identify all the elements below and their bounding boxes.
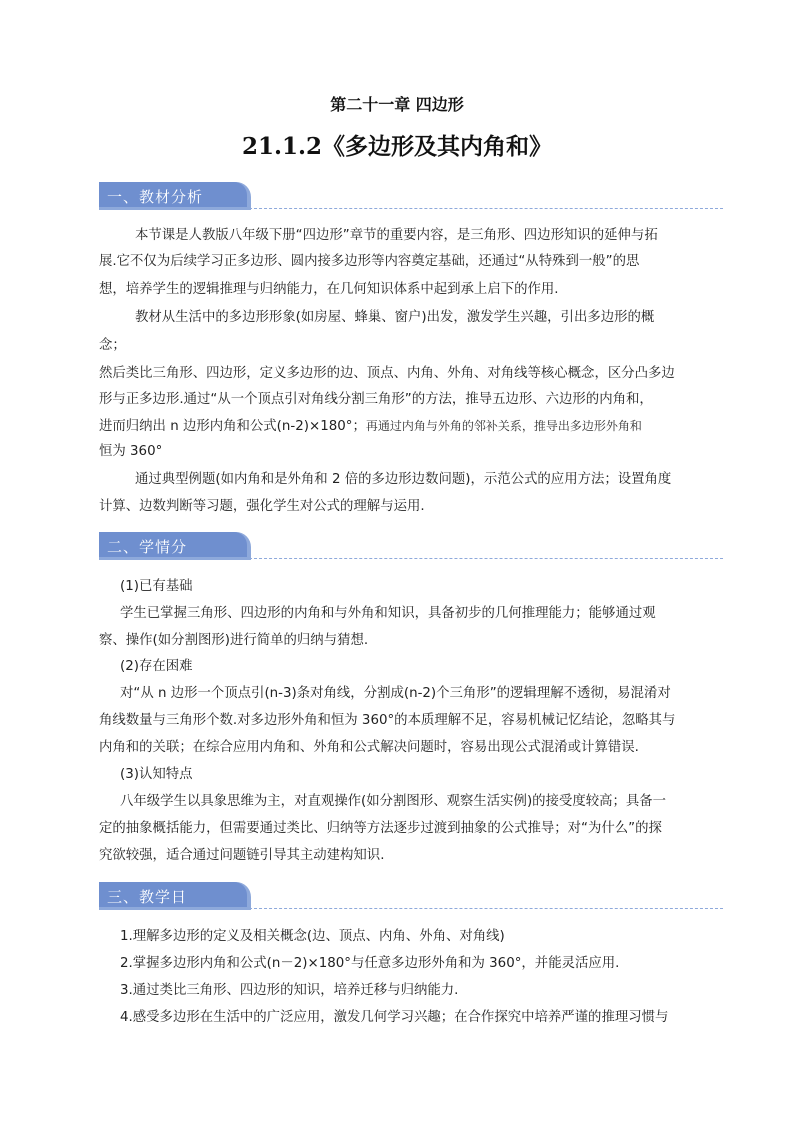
paragraph-line: 八年级学生以具象思维为主，对直观操作(如分割图形、观察生活实例)的接受度较高；具备一 xyxy=(120,794,667,809)
paragraph-line: 教材从生活中的多边形形象(如房屋、蜂巢、窗户)出发，激发学生兴趣，引出多边形的概 xyxy=(135,310,655,325)
paragraph-line: 想，培养学生的逻辑推理与归纳能力，在几何知识体系中起到承上启下的作用. xyxy=(99,282,559,297)
paragraph-line: 然后类比三角形、四边形，定义多边形的边、顶点、内角、外角、对角线等核心概念，区分凸多边 xyxy=(99,366,675,381)
chapter-heading: 第二十一章 四边形 xyxy=(330,95,464,114)
objective-item: 3.通过类比三角形、四边形的知识，培养迁移与归纳能力. xyxy=(120,983,459,998)
paragraph-line: 恒为 360° xyxy=(99,444,163,459)
lesson-title: 21.1.2《多边形及其内角和》 xyxy=(241,133,553,160)
section-divider xyxy=(249,208,723,209)
paragraph-line: 通过典型例题(如内角和是外角和 2 倍的多边形边数问题)，示范公式的应用方法；设置角度 xyxy=(135,472,672,487)
paragraph-line: 对“从 n 边形一个顶点引(n-3)条对角线，分割成(n-2)个三角形”的逻辑理解不透彻，易混淆对 xyxy=(120,686,671,701)
subheading: (3)认知特点 xyxy=(120,767,193,782)
section-header-textbook-analysis xyxy=(99,182,723,212)
paragraph-line: 角线数量与三角形个数.对多边形外角和恒为 360°的本质理解不足，容易机械记忆结论，忽略其与 xyxy=(99,713,676,728)
section-header-teaching-objectives xyxy=(99,882,723,912)
paragraph-line xyxy=(99,416,699,437)
paragraph-line: 计算、边数判断等习题，强化学生对公式的理解与运用. xyxy=(99,499,425,514)
paragraph-line: 展.它不仅为后续学习正多边形、圆内接多边形等内容奠定基础，还通过“从特殊到一般”的思 xyxy=(99,254,640,269)
formula-text: 进而归纳出 n 边形内角和公式(n-2)×180°； xyxy=(99,419,366,434)
section-divider xyxy=(249,908,723,909)
paragraph-line: 察、操作(如分割图形)进行简单的归纳与猜想. xyxy=(99,633,369,648)
paragraph-line: 形与正多边形.通过“从一个顶点引对角线分割三角形”的方法，推导五边形、六边形的内角和， xyxy=(99,392,653,407)
section-label: 一、教材分析 xyxy=(107,188,204,206)
paragraph-line: 究欲较强，适合通过问题链引导其主动建构知识. xyxy=(99,848,385,863)
section-label: 三、教学日 xyxy=(107,888,188,906)
section-header-student-analysis xyxy=(99,532,723,562)
paragraph-line: 念； xyxy=(99,338,126,353)
paragraph-line: 本节课是人教版八年级下册“四边形”章节的重要内容，是三角形、四边形知识的延伸与拓 xyxy=(135,228,658,243)
objective-item: 1.理解多边形的定义及相关概念(边、顶点、内角、外角、对角线) xyxy=(120,929,505,944)
formula-continuation: 再通过内角与外角的邻补关系，推导出多边形外角和 xyxy=(365,419,642,433)
paragraph-line: 定的抽象概括能力，但需要通过类比、归纳等方法逐步过渡到抽象的公式推导；对“为什么”的探 xyxy=(99,821,662,836)
section-divider xyxy=(249,558,723,559)
subheading: (2)存在困难 xyxy=(120,659,193,674)
objective-item: 2.掌握多边形内角和公式(n－2)×180°与任意多边形外角和为 360°，并能灵活应用. xyxy=(120,956,620,971)
subheading: (1)已有基础 xyxy=(120,579,193,594)
paragraph-line: 内角和的关联；在综合应用内角和、外角和公式解决问题时，容易出现公式混淆或计算错误. xyxy=(99,740,639,755)
objective-item: 4.感受多边形在生活中的广泛应用，激发几何学习兴趣；在合作探究中培养严谨的推理习惯与 xyxy=(120,1010,669,1025)
paragraph-line: 学生已掌握三角形、四边形的内角和与外角和知识，具备初步的几何推理能力；能够通过观 xyxy=(120,606,656,621)
section-label: 二、学情分 xyxy=(107,538,188,556)
